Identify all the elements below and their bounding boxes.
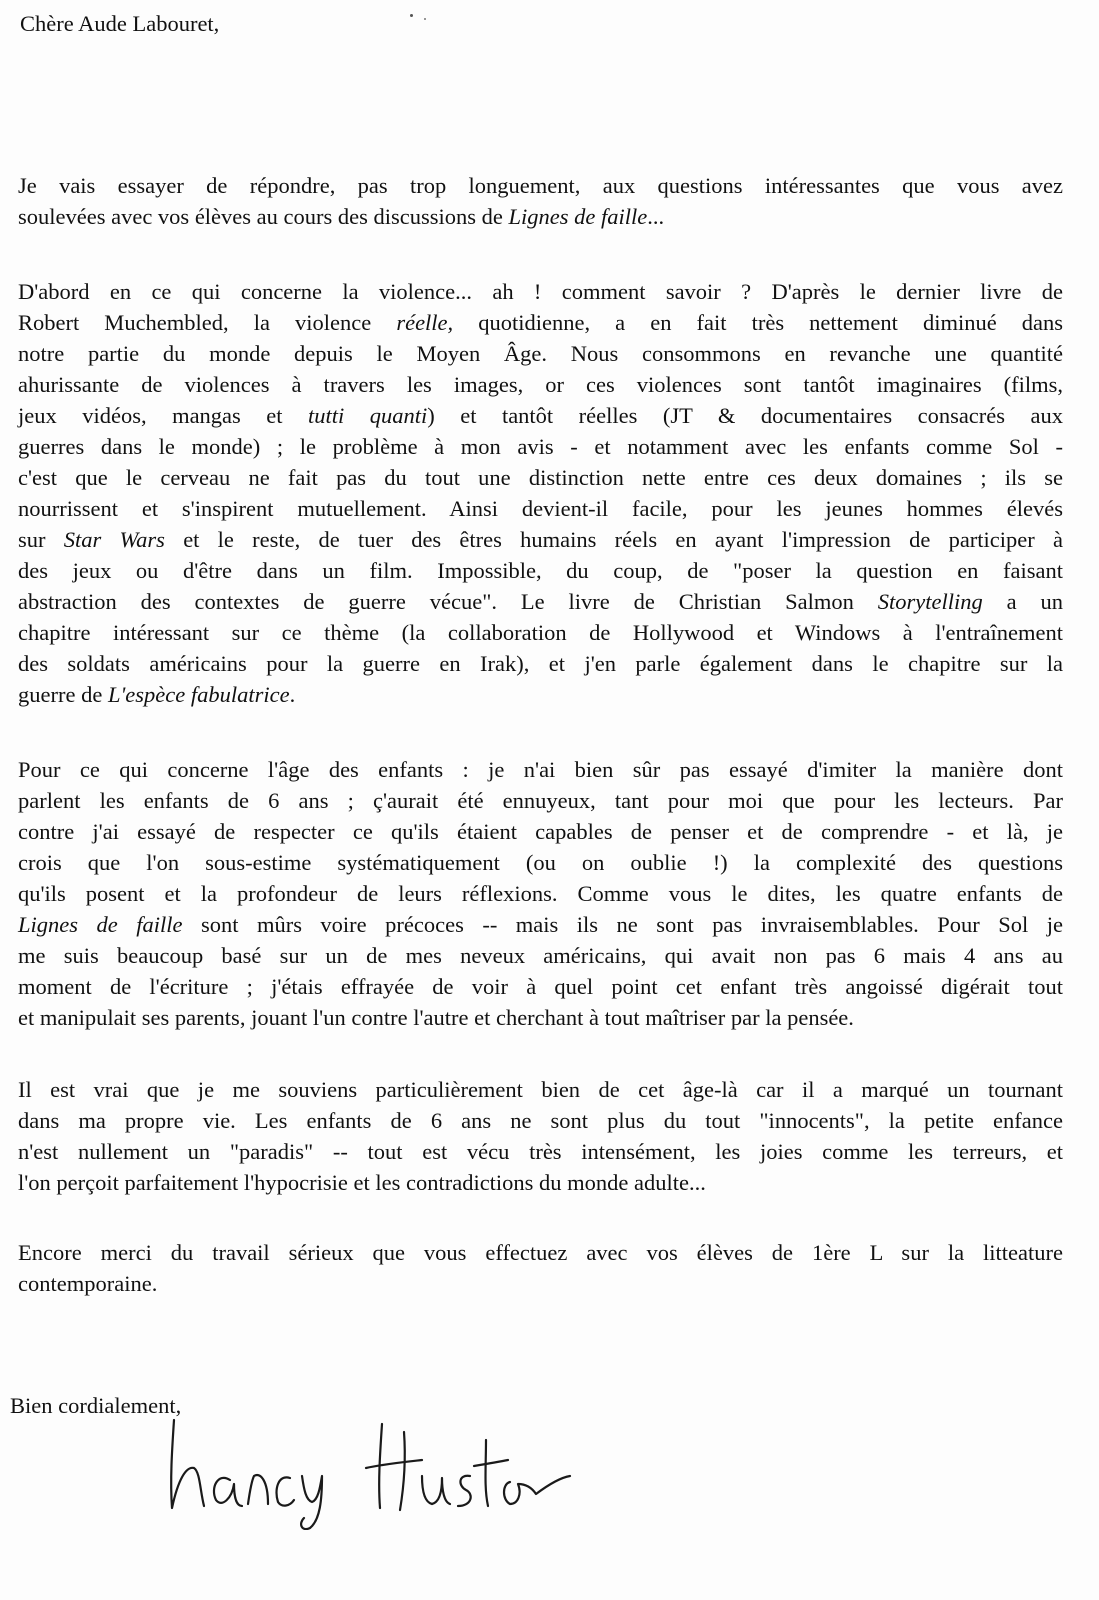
text-line <box>18 1074 1063 1105</box>
text-line <box>18 170 1063 201</box>
text-run: crois que l'on sous-estime systématiquement (ou on oublie !) la complexité des questions <box>18 850 1063 875</box>
text-run: l'on perçoit parfaitement l'hypocrisie et les contradictions du monde adulte... <box>18 1170 706 1195</box>
text-run: jeux vidéos, mangas et <box>18 403 308 428</box>
text-line <box>18 878 1063 909</box>
text-run: ... <box>647 204 665 229</box>
text-run: sur <box>18 527 64 552</box>
text-run: des soldats américains pour la guerre en Irak), et j'en parle également dans le chapitre sur la <box>18 651 1063 676</box>
signature-stroke <box>474 1460 508 1466</box>
text-line <box>18 1167 1063 1198</box>
italic-title: Star Wars <box>63 527 165 552</box>
text-run: . <box>289 682 296 707</box>
text-line <box>18 816 1063 847</box>
scan-speck <box>410 14 413 17</box>
text-line <box>18 754 1063 785</box>
text-line <box>18 940 1063 971</box>
text-run: Il est vrai que je me souviens particulièrement bien de cet âge-là car il a marqué un tournant <box>18 1077 1063 1102</box>
text-run: qu'ils posent et la profondeur de leurs réflexions. Comme vous le dites, les quatre enfants de <box>18 881 1063 906</box>
signature-stroke <box>301 1476 322 1529</box>
text-run: et manipulait ses parents, jouant l'un contre l'autre et cherchant à tout maîtriser par la pensée. <box>18 1005 854 1030</box>
text-line <box>18 400 1063 431</box>
italic-title: Storytelling <box>877 589 983 614</box>
text-line <box>18 648 1063 679</box>
signature-stroke <box>248 1475 268 1504</box>
salutation: Chère Aude Labouret, <box>20 11 220 36</box>
text-line <box>18 586 1063 617</box>
text-line <box>18 307 1063 338</box>
text-run: n'est nullement un "paradis" -- tout est vécu très intensément, les joies comme les terreurs, et <box>18 1139 1063 1164</box>
text-run: moment de l'écriture ; j'étais effrayée de voir à quel point cet enfant très angoissé digérait tout <box>18 974 1063 999</box>
paragraph <box>18 276 1063 710</box>
signature-stroke <box>366 1460 422 1468</box>
text-line <box>18 785 1063 816</box>
italic-title: Lignes de faille <box>508 204 648 229</box>
text-run: chapitre intéressant sur ce thème (la collaboration de Hollywood et Windows à l'entraînement <box>18 620 1063 645</box>
text-line <box>18 338 1063 369</box>
text-run: contre j'ai essayé de respecter ce qu'ils étaient capables de penser et de comprendre - et là, je <box>18 819 1063 844</box>
text-line <box>18 1237 1063 1268</box>
text-line <box>18 369 1063 400</box>
text-run: guerres dans le monde) ; le problème à mon avis - et notamment avec les enfants comme Sol - <box>18 434 1063 459</box>
italic-title: L'espèce fabulatrice <box>107 682 290 707</box>
signature-stroke <box>400 1432 405 1510</box>
text-run: des jeux ou d'être dans un film. Impossible, du coup, de "poser la question en faisant <box>18 558 1063 583</box>
scan-speck <box>424 18 426 20</box>
signature-stroke <box>171 1420 204 1508</box>
signature-stroke <box>504 1476 570 1504</box>
signature-stroke <box>458 1476 471 1506</box>
text-run: nourrissent et s'inspirent mutuellement. Ainsi devient-il facile, pour les jeunes hommes élevés <box>18 496 1063 521</box>
paragraph <box>18 1074 1063 1198</box>
paragraph <box>18 1237 1063 1299</box>
italic-title: Lignes de faille <box>18 912 183 937</box>
text-line <box>18 431 1063 462</box>
text-run: abstraction des contextes de guerre vécue". Le livre de Christian Salmon <box>18 589 878 614</box>
signature-stroke <box>422 1476 450 1504</box>
text-run: ahurissante de violences à travers les images, or ces violences sont tantôt imaginaires (films, <box>18 372 1063 397</box>
text-run: Encore merci du travail sérieux que vous effectuez avec vos élèves de 1ère L sur la litteature <box>18 1240 1063 1265</box>
text-line <box>18 1268 1063 1299</box>
italic-title: tutti quanti <box>308 403 428 428</box>
text-line <box>18 847 1063 878</box>
text-line <box>18 617 1063 648</box>
text-run: sont mûrs voire précoces -- mais ils ne sont pas invraisemblables. Pour Sol je <box>182 912 1063 937</box>
signature <box>160 1410 580 1530</box>
text-run: c'est que le cerveau ne fait pas du tout une distinction nette entre ces deux domaines ; ils se <box>18 465 1063 490</box>
text-line <box>18 1105 1063 1136</box>
text-line <box>18 555 1063 586</box>
text-line <box>18 909 1063 940</box>
signature-stroke <box>486 1440 489 1506</box>
text-line <box>18 679 1063 710</box>
closing: Bien cordialement, <box>10 1393 182 1418</box>
text-run: et le reste, de tuer des êtres humains réels en ayant l'impression de participer à <box>164 527 1064 552</box>
text-line <box>18 276 1063 307</box>
text-run: D'abord en ce qui concerne la violence... ah ! comment savoir ? D'après le dernier livre de <box>18 279 1063 304</box>
text-run: guerre de <box>18 682 108 707</box>
text-run: Pour ce qui concerne l'âge des enfants : je n'ai bien sûr pas essayé d'imiter la manière dont <box>18 757 1063 782</box>
text-run: dans ma propre vie. Les enfants de 6 ans ne sont plus du tout "innocents", la petite enfance <box>18 1108 1063 1133</box>
paragraph <box>18 754 1063 1033</box>
signature-stroke <box>214 1478 242 1506</box>
text-line <box>18 971 1063 1002</box>
text-line <box>18 1136 1063 1167</box>
text-run: quotidienne, a en fait très nettement diminué dans <box>453 310 1063 335</box>
text-run: ) et tantôt réelles (JT & documentaires consacrés aux <box>427 403 1064 428</box>
text-run: me suis beaucoup basé sur un de mes neveux américains, qui avait non pas 6 mais 4 ans au <box>18 943 1063 968</box>
text-run: Je vais essayer de répondre, pas trop longuement, aux questions intéressantes que vous avez <box>18 173 1063 198</box>
italic-title: réelle, <box>396 310 454 335</box>
text-run: contemporaine. <box>18 1271 158 1296</box>
text-run: notre partie du monde depuis le Moyen Âge. Nous consommons en revanche une quantité <box>18 341 1063 366</box>
text-line <box>18 462 1063 493</box>
signature-stroke <box>277 1477 295 1505</box>
text-run: parlent les enfants de 6 ans ; ç'aurait été ennuyeux, tant pour moi que pour les lecteurs. Par <box>18 788 1063 813</box>
text-line <box>18 524 1063 555</box>
text-line <box>18 1002 1063 1033</box>
text-run: a un <box>982 589 1063 614</box>
text-line <box>18 493 1063 524</box>
text-run: Robert Muchembled, la violence <box>18 310 397 335</box>
text-run: soulevées avec vos élèves au cours des discussions de <box>18 204 509 229</box>
text-line <box>18 201 1063 232</box>
paragraph <box>18 170 1063 232</box>
